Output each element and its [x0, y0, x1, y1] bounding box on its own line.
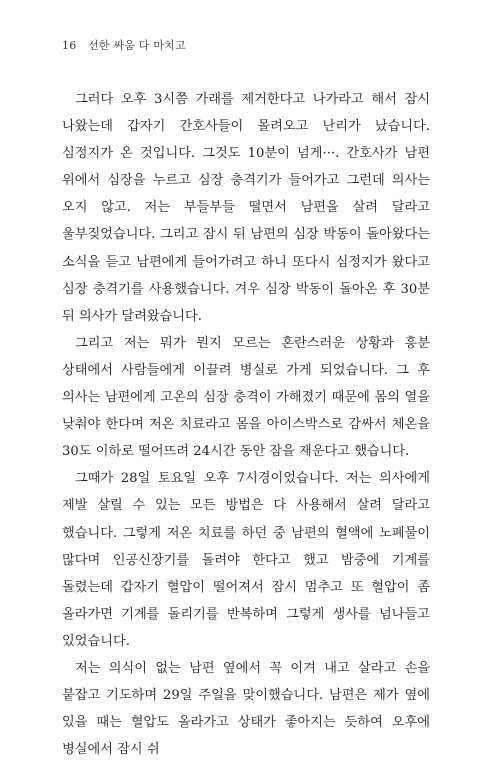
book-title: 선한 싸움 다 마치고 [88, 39, 186, 52]
paragraph: 저는 의식이 없는 남편 옆에서 꼭 이겨 내고 살라고 손을 붙잡고 기도하며 29일 주일을 맞이했습니다. 남편은 제가 옆에 있을 때는 혈압도 올라가고 상태가 좋아지는 듯하여 오후에 병실에서 잠시 쉬 [62, 660, 430, 758]
paragraph: 그때가 28일 토요일 오후 7시경이었습니다. 저는 의사에게 제발 살릴 수 있는 모든 방법은 다 사용해서 살려 달라고 했습니다. 그렇게 저온 치료를 하던 중 남편의 혈액에 노폐물이 많다며 인공신장기를 돌려야 한다고 했고 밤중에 기계를 돌렸는데 갑자기 혈압이 떨어져서 잠시 멈추고 또 혈압이 좀 올라가면 기계를 돌리기를 반복하며 그렇게 생사를 넘나들고 있었습니다. [62, 471, 430, 649]
body-text [62, 86, 430, 763]
paragraph: 그러다 오후 3시쯤 가래를 제거한다고 나가라고 해서 잠시 나왔는데 갑자기 간호사들이 몰려오고 난리가 났습니다. 심정지가 온 것입니다. 그것도 10분이 넘게···. 간호사가 남편 위에서 심장을 누르고 심장 충격기가 들어가고 그런데 의사는 오지 않고. 저는 부들부들 떨면서 남편을 살려 달라고 울부짖었습니다. 그리고 잠시 뒤 남편의 심장 박동이 돌아왔다는 소식을 듣고 남편에게 들어가려고 하니 또다시 심정지가 왔다고 심장 충격기를 사용했습니다. 겨우 심장 박동이 돌아온 후 30분 뒤 의사가 달려왔습니다. [62, 92, 430, 324]
paragraph: 그리고 저는 뭐가 뭔지 모르는 혼란스러운 상황과 흥분 상태에서 사람들에게 이끌려 병실로 가게 되었습니다. 그 후 의사는 남편에게 고온의 심장 충격이 가해졌기 때문에 몸의 열을 낮춰야 한다며 저온 치료라고 몸을 아이스박스로 감싸서 체온을 30도 이하로 떨어뜨려 24시간 동안 잠을 재운다고 했습니다. [62, 335, 430, 460]
running-header [62, 37, 186, 53]
page-number: 16 [62, 39, 77, 52]
